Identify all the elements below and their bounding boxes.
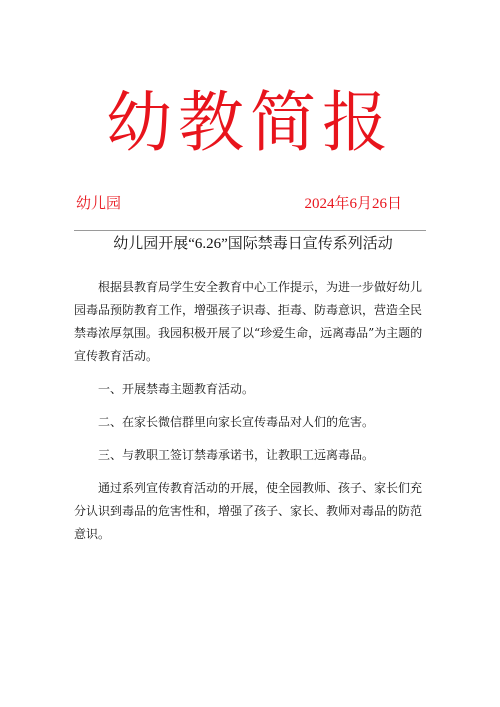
organization-name: 幼儿园 <box>76 196 122 212</box>
conclusion-paragraph: 通过系列宣传教育活动的开展，使全园教师、孩子、家长们充分认识到毒品的危害性和，增强了孩子、家长、教师对毒品的防范意识。 <box>74 481 423 541</box>
activity-item-1: 一、开展禁毒主题教育活动。 <box>98 382 255 396</box>
article-headline: 幼儿园开展“6.26”国际禁毒日宣传系列活动 <box>113 236 393 252</box>
article-body <box>74 276 430 546</box>
intro-paragraph: 根据县教育局学生安全教育中心工作提示，为进一步做好幼儿园毒品预防教育工作，增强孩子识毒、拒毒、防毒意识，营造全民禁毒浓厚氛围。我园积极开展了以“珍爱生命，远离毒品”为主题的宣传教育活动。 <box>74 280 423 363</box>
activity-item-3: 三、与教职工签订禁毒承诺书，让教职工远离毒品。 <box>98 448 375 462</box>
masthead-title: 幼教简报 <box>106 84 394 161</box>
issue-date: 2024年6月26日 <box>304 196 402 212</box>
header-divider <box>74 230 426 231</box>
activity-item-2: 二、在家长微信群里向家长宣传毒品对人们的危害。 <box>98 415 375 429</box>
